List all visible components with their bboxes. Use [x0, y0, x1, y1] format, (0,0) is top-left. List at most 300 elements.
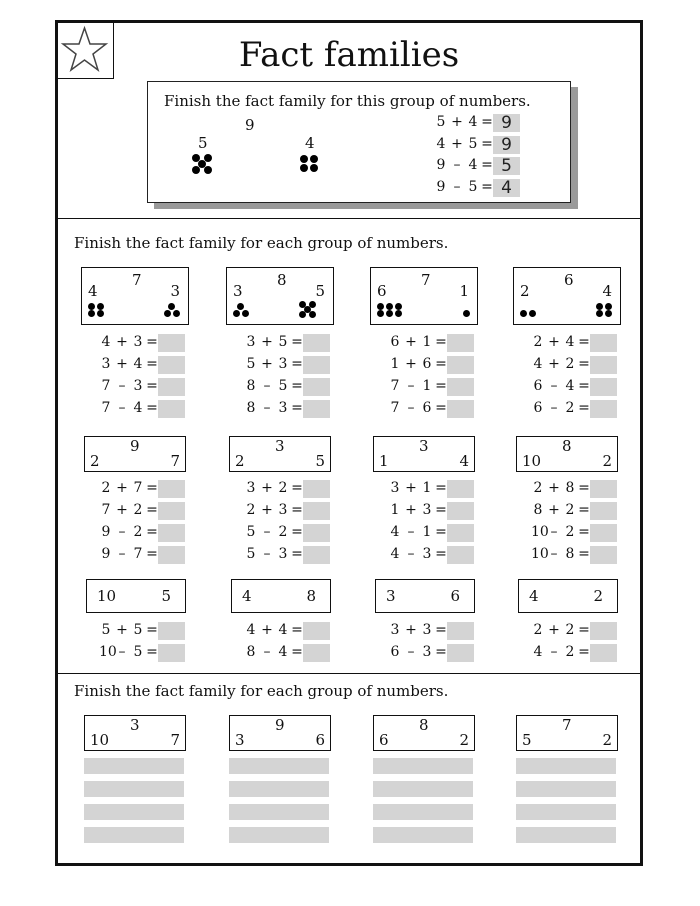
box-part-b: 3	[170, 282, 180, 300]
equation	[531, 546, 591, 562]
equation-operand: 4	[133, 356, 143, 372]
equation	[244, 524, 304, 540]
equation-operand: 3	[133, 378, 143, 394]
equation	[531, 502, 591, 518]
equation-operand: 7	[390, 378, 400, 394]
equation-operator: +	[116, 480, 128, 496]
equation-operator: –	[550, 378, 558, 394]
equation-equals: =	[146, 644, 158, 660]
answer-box[interactable]	[158, 644, 185, 662]
equation-operand: 8	[246, 378, 256, 394]
answer-box[interactable]	[158, 480, 185, 498]
equation	[99, 334, 159, 350]
answer-line[interactable]	[84, 781, 184, 797]
answer-line[interactable]	[373, 758, 473, 774]
equation	[388, 644, 448, 660]
equation-operand: 7	[133, 546, 143, 562]
equation-operand: 4	[468, 114, 478, 130]
equation-operand: 6	[390, 334, 400, 350]
number-box	[81, 267, 189, 325]
equation-equals: =	[291, 480, 303, 496]
equation-equals: =	[146, 480, 158, 496]
equation-operator: +	[261, 480, 273, 496]
answer-box[interactable]	[158, 334, 185, 352]
equation	[244, 378, 304, 394]
divider-top	[58, 218, 640, 219]
dot	[605, 303, 612, 310]
dot	[242, 310, 249, 317]
equation-operator: +	[405, 480, 417, 496]
page-title: Fact families	[238, 35, 460, 75]
equation-equals: =	[578, 480, 590, 496]
dot	[395, 303, 402, 310]
equation	[388, 480, 448, 496]
answer-box: 9	[493, 114, 520, 132]
equation-operand: 9	[101, 524, 111, 540]
box-total: 9	[275, 716, 285, 734]
answer-line[interactable]	[373, 827, 473, 843]
equation	[99, 524, 159, 540]
answer-box[interactable]	[158, 356, 185, 374]
answer-box[interactable]	[303, 622, 330, 640]
equation-operator: –	[118, 524, 126, 540]
equation-operator: +	[261, 356, 273, 372]
equation-operand: 4	[436, 135, 446, 152]
equation-operator: –	[407, 378, 415, 394]
equation-equals: =	[481, 178, 493, 195]
equation	[99, 378, 159, 394]
equation-operand: 4	[133, 400, 143, 416]
dot	[173, 310, 180, 317]
equation-equals: =	[291, 524, 303, 540]
answer-box: 4	[493, 179, 520, 197]
equation-operand: 5	[468, 178, 478, 195]
equation-operand: 9	[436, 178, 446, 195]
equation-operator: –	[550, 524, 558, 540]
answer-box[interactable]	[447, 622, 474, 640]
equation	[388, 622, 448, 638]
equation-operand: 2	[533, 480, 543, 496]
equation	[388, 356, 448, 372]
answer-line[interactable]	[516, 827, 616, 843]
equation-operator: +	[548, 502, 560, 518]
example-panel	[147, 81, 571, 203]
equation-operator: +	[116, 356, 128, 372]
equation	[244, 356, 304, 372]
equation-operand: 2	[278, 524, 288, 540]
number-box	[375, 579, 475, 613]
equation-equals: =	[435, 524, 447, 540]
equation-operator: –	[263, 378, 271, 394]
equation	[531, 400, 591, 416]
equation	[388, 524, 448, 540]
answer-box[interactable]	[447, 524, 474, 542]
equation	[531, 480, 591, 496]
equation-operator: –	[118, 400, 126, 416]
box-part-a: 10	[97, 587, 117, 605]
box-part-a: 4	[529, 587, 539, 605]
answer-line[interactable]	[84, 827, 184, 843]
equation-operand: 2	[246, 502, 256, 518]
dot	[233, 310, 240, 317]
equation-operator: +	[405, 622, 417, 638]
equation-equals: =	[435, 356, 447, 372]
equation	[244, 622, 304, 638]
box-part-a: 3	[233, 282, 243, 300]
box-part-b: 7	[170, 452, 180, 470]
equation-operand: 3	[133, 334, 143, 350]
equation-operand: 1	[422, 378, 432, 394]
box-part-a: 2	[90, 452, 100, 470]
answer-box[interactable]	[447, 378, 474, 396]
dot	[168, 303, 175, 310]
equation-equals: =	[481, 157, 493, 173]
box-total: 3	[275, 437, 285, 455]
equation-operator: –	[263, 644, 271, 660]
equation-operator: +	[548, 622, 560, 638]
answer-box[interactable]	[590, 378, 617, 396]
equation-operand: 6	[422, 400, 432, 416]
answer-box[interactable]	[447, 502, 474, 520]
equation-operand: 2	[565, 502, 575, 518]
dot	[395, 310, 402, 317]
equation	[244, 502, 304, 518]
equation-equals: =	[578, 546, 590, 562]
answer-box[interactable]	[158, 502, 185, 520]
equation-operand: 7	[133, 480, 143, 496]
equation-equals: =	[291, 378, 303, 394]
equation-equals: =	[481, 135, 493, 152]
equation-operator: +	[261, 334, 273, 350]
equation-operand: 2	[533, 334, 543, 350]
answer-box[interactable]	[158, 524, 185, 542]
number-box	[84, 715, 186, 751]
answer-line[interactable]	[373, 804, 473, 820]
equation-equals: =	[291, 356, 303, 372]
answer-box[interactable]	[590, 524, 617, 542]
box-part-b: 6	[450, 587, 460, 605]
number-box	[86, 579, 186, 613]
equation-operator: +	[261, 622, 273, 638]
equation-operand: 3	[422, 502, 432, 518]
box-part-b: 2	[593, 587, 603, 605]
section2-instruction: Finish the fact family for each group of numbers.	[74, 682, 449, 700]
equation-operand: 3	[390, 622, 400, 638]
equation-operand: 1	[422, 524, 432, 540]
equation-operator: +	[405, 334, 417, 350]
answer-line[interactable]	[84, 758, 184, 774]
equation-operator: –	[407, 644, 415, 660]
number-box	[229, 715, 331, 751]
equation-operand: 3	[422, 644, 432, 660]
answer-box[interactable]	[303, 546, 330, 564]
answer-box[interactable]	[447, 546, 474, 564]
answer-box[interactable]	[303, 334, 330, 352]
equation-equals: =	[578, 334, 590, 350]
equation-equals: =	[578, 502, 590, 518]
box-part-a: 10	[522, 452, 542, 470]
answer-box[interactable]	[158, 622, 185, 640]
answer-box[interactable]	[303, 480, 330, 498]
equation-equals: =	[146, 378, 158, 394]
equation	[531, 524, 591, 540]
example-instruction: Finish the fact family for this group of numbers.	[164, 92, 531, 110]
equation-equals: =	[291, 334, 303, 350]
equation-equals: =	[291, 502, 303, 518]
dot	[596, 310, 603, 317]
equation-operator: –	[550, 400, 558, 416]
answer-line[interactable]	[229, 827, 329, 843]
number-box	[373, 715, 475, 751]
equation-operand: 7	[101, 502, 111, 518]
equation-operator: +	[116, 502, 128, 518]
dot	[309, 311, 316, 318]
answer-box[interactable]	[447, 480, 474, 498]
answer-line[interactable]	[229, 758, 329, 774]
example-part-a: 5	[198, 134, 208, 152]
equation-equals: =	[146, 546, 158, 562]
box-part-a: 2	[235, 452, 245, 470]
equation-operand: 2	[133, 524, 143, 540]
box-part-a: 3	[386, 587, 396, 605]
equation	[434, 136, 494, 152]
equation-operand: 7	[390, 400, 400, 416]
equation	[434, 114, 494, 130]
equation	[388, 378, 448, 394]
equation-equals: =	[578, 622, 590, 638]
equation-operand: 10	[531, 546, 549, 562]
box-part-b: 2	[602, 452, 612, 470]
equation	[388, 334, 448, 350]
equation	[531, 622, 591, 638]
answer-box: 5	[493, 157, 520, 175]
box-part-b: 4	[459, 452, 469, 470]
equation-operand: 2	[533, 622, 543, 638]
equation-operator: +	[405, 356, 417, 372]
equation-operator: +	[116, 334, 128, 350]
equation-equals: =	[435, 546, 447, 562]
box-total: 8	[277, 271, 287, 289]
equation-operand: 6	[422, 356, 432, 372]
equation	[99, 546, 159, 562]
equation	[244, 644, 304, 660]
box-part-b: 1	[459, 282, 469, 300]
box-total: 7	[562, 716, 572, 734]
equation-operator: –	[407, 400, 415, 416]
answer-box[interactable]	[447, 644, 474, 662]
equation-equals: =	[146, 622, 158, 638]
equation-equals: =	[435, 622, 447, 638]
box-part-b: 5	[315, 282, 325, 300]
answer-line[interactable]	[516, 758, 616, 774]
equation-operand: 3	[246, 334, 256, 350]
box-part-a: 6	[379, 731, 389, 749]
equation	[434, 157, 494, 173]
number-box	[84, 436, 186, 472]
answer-line[interactable]	[516, 781, 616, 797]
box-total: 3	[130, 716, 140, 734]
box-part-a: 4	[242, 587, 252, 605]
number-box	[370, 267, 478, 325]
equation-operand: 4	[101, 334, 111, 350]
dot	[377, 303, 384, 310]
number-box	[516, 436, 618, 472]
dot	[463, 310, 470, 317]
equation	[244, 400, 304, 416]
dot	[386, 303, 393, 310]
equation-operand: 4	[246, 622, 256, 638]
equation-equals: =	[481, 114, 493, 130]
box-part-b: 5	[315, 452, 325, 470]
equation-operator: –	[118, 546, 126, 562]
equation	[99, 502, 159, 518]
equation	[244, 480, 304, 496]
answer-line[interactable]	[229, 804, 329, 820]
equation-operand: 10	[531, 524, 549, 540]
equation	[99, 480, 159, 496]
box-total: 8	[562, 437, 572, 455]
box-part-b: 8	[306, 587, 316, 605]
equation-operand: 3	[278, 356, 288, 372]
equation-operand: 8	[565, 480, 575, 496]
equation-operand: 3	[278, 502, 288, 518]
answer-box[interactable]	[590, 622, 617, 640]
answer-box[interactable]	[590, 400, 617, 418]
equation-operand: 9	[436, 157, 446, 173]
answer-box: 9	[493, 136, 520, 154]
answer-box[interactable]	[447, 334, 474, 352]
answer-line[interactable]	[229, 781, 329, 797]
box-part-b: 7	[170, 731, 180, 749]
dot	[605, 310, 612, 317]
equation-operand: 3	[246, 480, 256, 496]
equation-operand: 2	[133, 502, 143, 518]
dot	[97, 310, 104, 317]
answer-box[interactable]	[447, 356, 474, 374]
box-part-a: 2	[520, 282, 530, 300]
equation-operand: 5	[436, 114, 446, 130]
equation-operand: 4	[533, 644, 543, 660]
equation-operator: –	[263, 546, 271, 562]
box-part-a: 5	[522, 731, 532, 749]
equation-operand: 5	[468, 135, 478, 152]
answer-box[interactable]	[158, 378, 185, 396]
equation-equals: =	[435, 378, 447, 394]
number-box	[229, 436, 331, 472]
equation-operand: 4	[278, 644, 288, 660]
answer-box[interactable]	[158, 400, 185, 418]
example-total: 9	[245, 116, 255, 134]
answer-line[interactable]	[516, 804, 616, 820]
answer-box[interactable]	[303, 644, 330, 662]
number-box	[518, 579, 618, 613]
equation-equals: =	[435, 480, 447, 496]
box-part-b: 2	[602, 731, 612, 749]
equation-operand: 3	[390, 480, 400, 496]
number-box	[226, 267, 334, 325]
equation-operand: 4	[390, 524, 400, 540]
equation-operator: –	[550, 546, 558, 562]
equation	[531, 644, 591, 660]
equation	[434, 179, 494, 195]
dot	[97, 303, 104, 310]
answer-box[interactable]	[590, 356, 617, 374]
equation	[531, 334, 591, 350]
dot	[377, 310, 384, 317]
equation-operand: 8	[246, 644, 256, 660]
equation-operand: 2	[565, 644, 575, 660]
equation	[244, 546, 304, 562]
equation-operand: 2	[565, 356, 575, 372]
dot	[88, 310, 95, 317]
equation-operator: +	[451, 135, 463, 152]
number-box	[231, 579, 331, 613]
equation	[99, 400, 159, 416]
equation-equals: =	[435, 400, 447, 416]
answer-box[interactable]	[303, 524, 330, 542]
equation-operator: +	[116, 622, 128, 638]
equation-operand: 1	[422, 334, 432, 350]
answer-box[interactable]	[590, 546, 617, 564]
box-total: 9	[130, 437, 140, 455]
equation-operand: 2	[565, 524, 575, 540]
answer-box[interactable]	[447, 400, 474, 418]
answer-box[interactable]	[590, 502, 617, 520]
equation-operand: 4	[565, 378, 575, 394]
equation-operand: 1	[390, 356, 400, 372]
equation-equals: =	[291, 644, 303, 660]
equation-operand: 4	[565, 334, 575, 350]
equation-operator: +	[548, 334, 560, 350]
section1-instruction: Finish the fact family for each group of numbers.	[74, 234, 449, 252]
answer-box[interactable]	[303, 356, 330, 374]
equation-operand: 9	[101, 546, 111, 562]
answer-box[interactable]	[158, 546, 185, 564]
box-part-a: 4	[88, 282, 98, 300]
equation-operand: 6	[390, 644, 400, 660]
answer-line[interactable]	[373, 781, 473, 797]
dot	[529, 310, 536, 317]
box-total: 7	[421, 271, 431, 289]
number-box	[373, 436, 475, 472]
equation-operand: 3	[422, 546, 432, 562]
equation-operand: 4	[390, 546, 400, 562]
equation-operand: 5	[246, 356, 256, 372]
equation-equals: =	[578, 378, 590, 394]
answer-box[interactable]	[590, 644, 617, 662]
dot	[299, 311, 306, 318]
equation-equals: =	[578, 356, 590, 372]
equation-operator: –	[453, 157, 461, 173]
dot	[237, 303, 244, 310]
answer-box[interactable]	[303, 378, 330, 396]
equation-operand: 4	[533, 356, 543, 372]
equation-operand: 8	[533, 502, 543, 518]
equation	[388, 400, 448, 416]
equation	[531, 378, 591, 394]
answer-box[interactable]	[303, 400, 330, 418]
answer-box[interactable]	[590, 480, 617, 498]
worksheet-page	[55, 20, 643, 866]
equation-equals: =	[146, 334, 158, 350]
answer-box[interactable]	[590, 334, 617, 352]
answer-line[interactable]	[84, 804, 184, 820]
number-box	[516, 715, 618, 751]
answer-box[interactable]	[303, 502, 330, 520]
equation-operand: 1	[390, 502, 400, 518]
equation-equals: =	[578, 524, 590, 540]
equation-operand: 10	[99, 644, 117, 660]
